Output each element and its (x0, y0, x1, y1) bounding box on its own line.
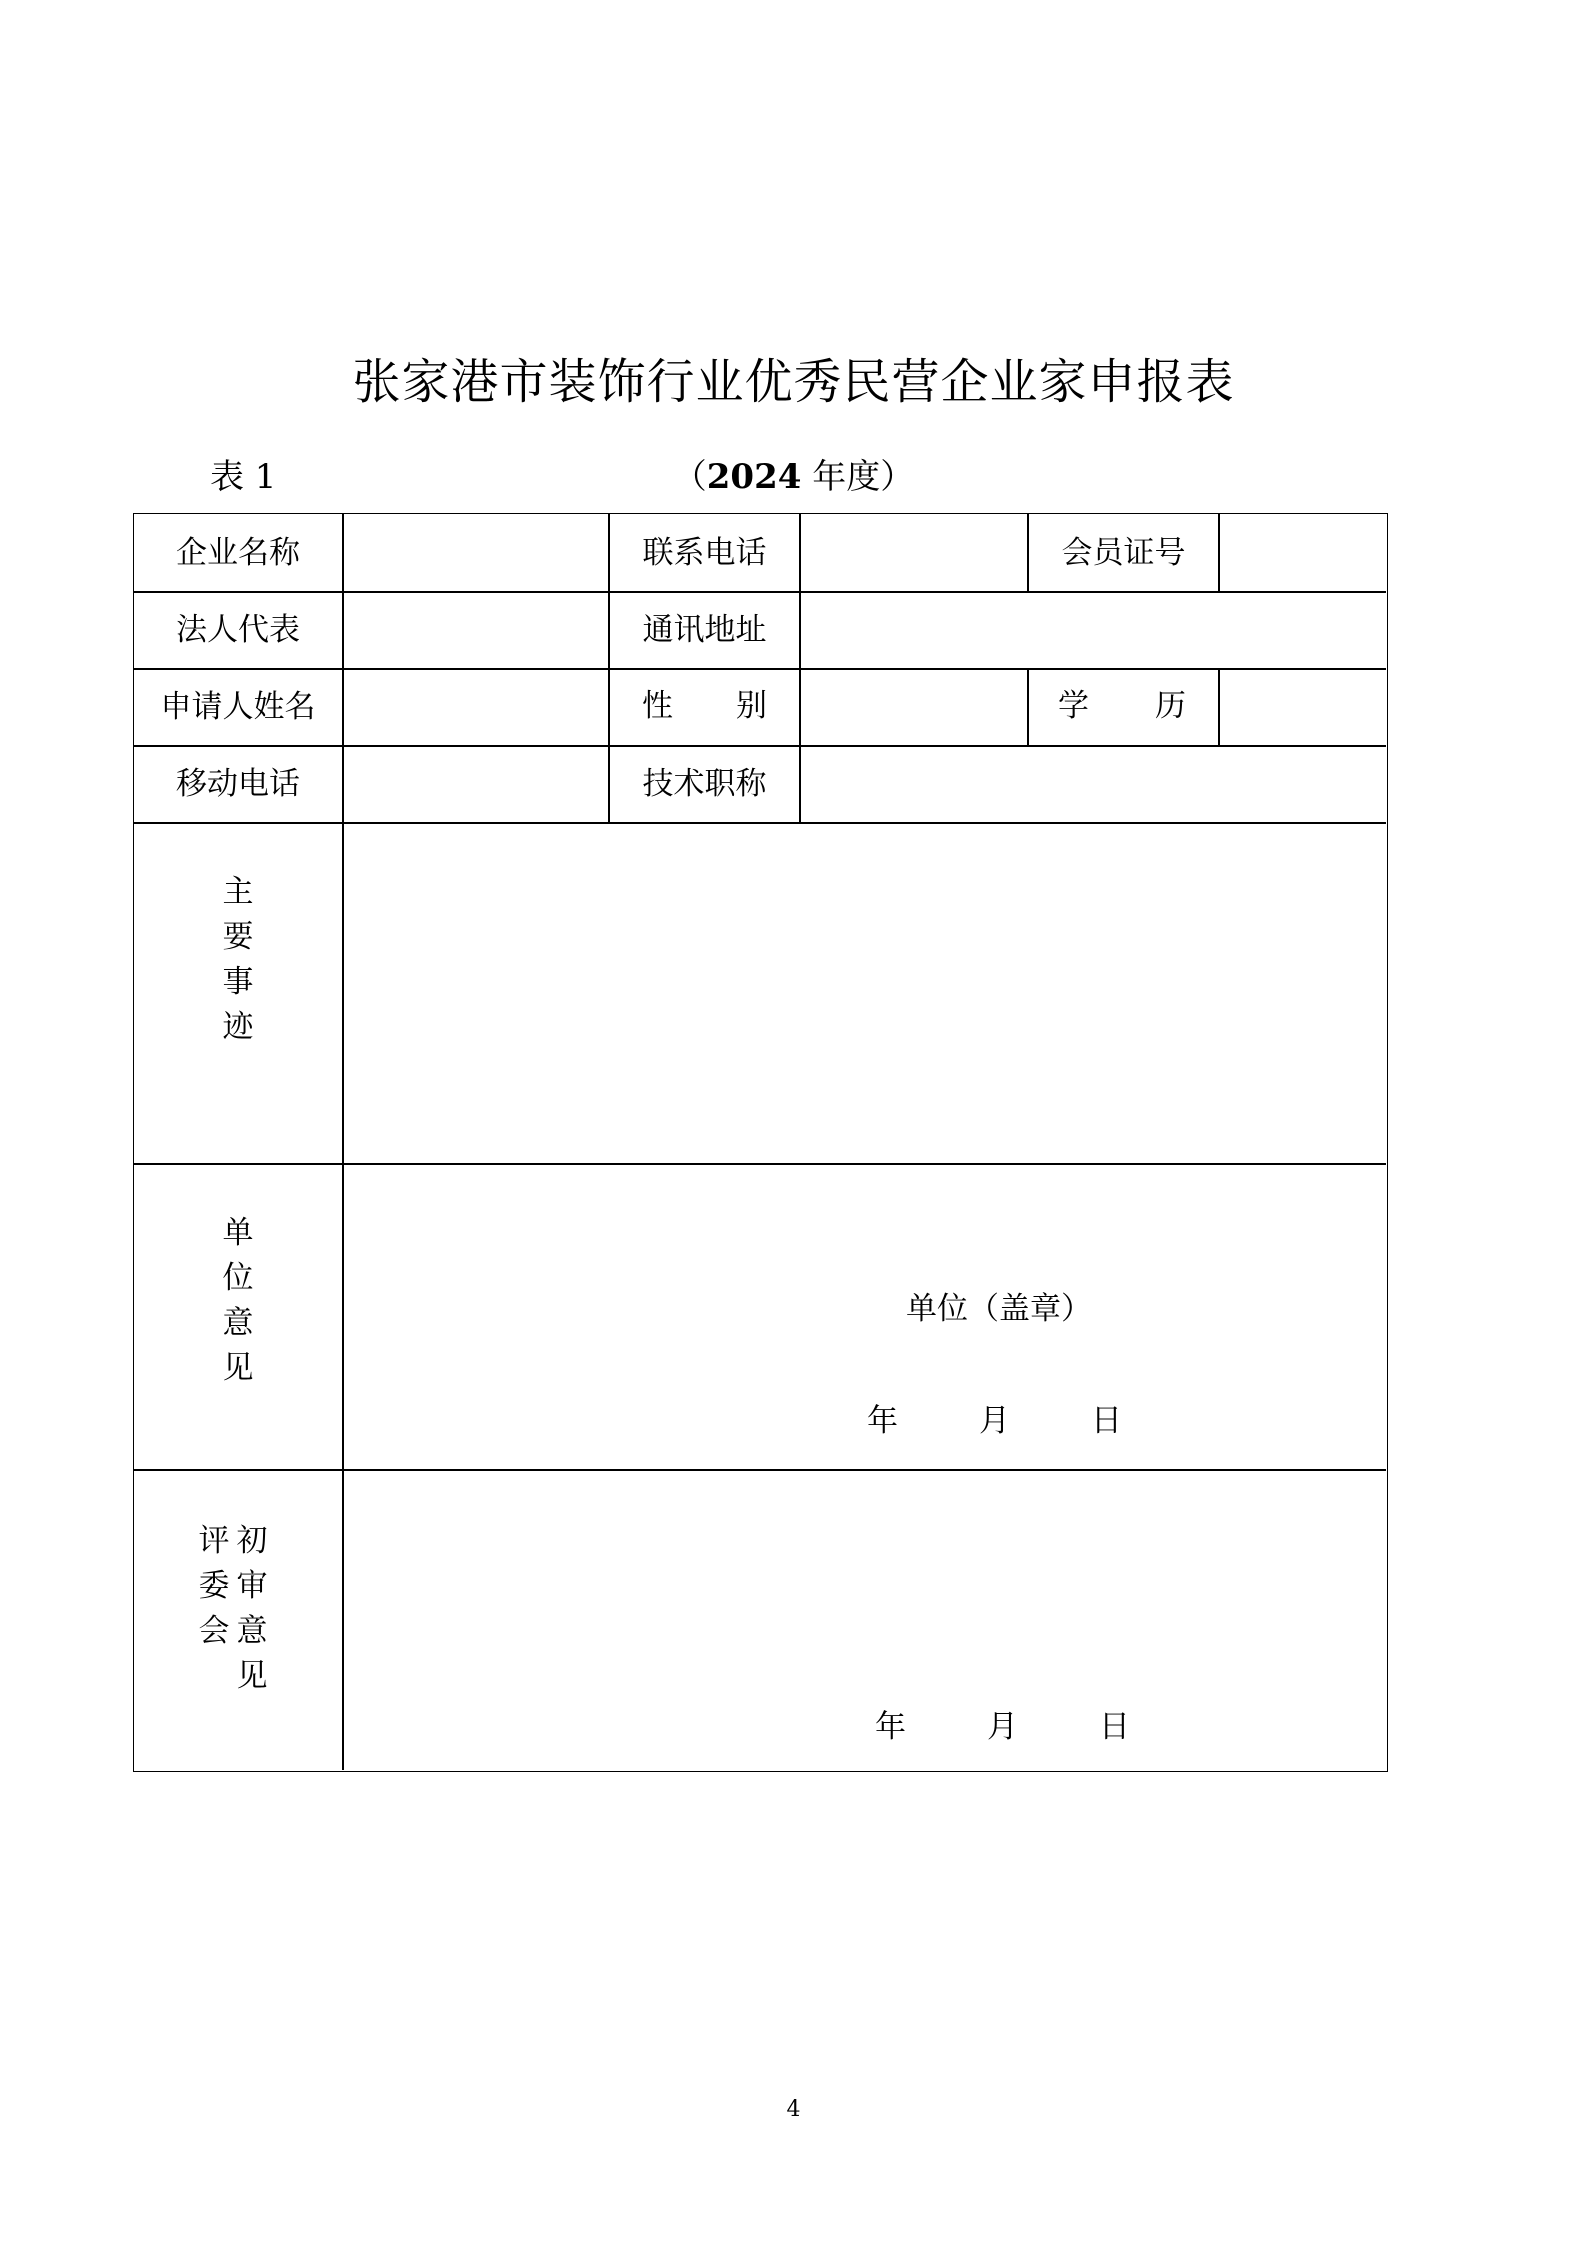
preliminary-review-label: 初 审 意 见 (236, 1523, 268, 1694)
review-date-year: 年 (875, 1709, 906, 1745)
unit-opinion-label: 单 位 意 见 (222, 1215, 254, 1386)
review-committee-label: 评 委 会 (198, 1523, 230, 1649)
education-label-char-1: 学 (1058, 688, 1089, 724)
technical-title-field[interactable] (801, 745, 1386, 822)
address-field[interactable] (801, 591, 1386, 668)
education-field[interactable] (1220, 668, 1386, 745)
main-deeds-label: 主 要 事 迹 (222, 874, 254, 1045)
legal-representative-field[interactable] (344, 591, 608, 668)
company-name-label: 企业名称 (176, 534, 300, 571)
legal-representative-label: 法人代表 (176, 611, 300, 648)
member-number-field[interactable] (1220, 514, 1386, 591)
form-title: 张家港市装饰行业优秀民营企业家申报表 (352, 354, 1235, 410)
application-form-table (133, 513, 1388, 1772)
technical-title-label: 技术职称 (642, 765, 767, 802)
column-divider (1027, 668, 1029, 745)
unit-date-month: 月 (979, 1403, 1010, 1439)
unit-stamp-label: 单位（盖章） (906, 1291, 1092, 1327)
table-number: 表 1 (210, 457, 277, 497)
address-label: 通讯地址 (642, 611, 767, 648)
gender-label-char-1: 性 (642, 688, 673, 724)
gender-label-char-2: 别 (736, 688, 767, 724)
row-divider (134, 1469, 1386, 1471)
mobile-phone-field[interactable] (344, 745, 608, 822)
year-open-paren: （ (672, 457, 707, 497)
row-divider (134, 1163, 1386, 1165)
contact-phone-label: 联系电话 (642, 534, 767, 571)
gender-field[interactable] (801, 668, 1027, 745)
member-number-label: 会员证号 (1061, 534, 1186, 571)
company-name-field[interactable] (344, 514, 608, 591)
year-suffix: 年度） (801, 457, 915, 497)
mobile-phone-label: 移动电话 (176, 765, 300, 802)
education-label-char-2: 历 (1155, 688, 1186, 724)
unit-date-year: 年 (867, 1403, 898, 1439)
review-date-month: 月 (987, 1709, 1018, 1745)
applicant-name-label: 申请人姓名 (160, 688, 316, 725)
main-deeds-field[interactable] (344, 824, 1386, 1163)
page-number: 4 (786, 2097, 801, 2122)
applicant-name-field[interactable] (344, 668, 608, 745)
contact-phone-field[interactable] (801, 514, 1027, 591)
review-date-day: 日 (1099, 1709, 1130, 1745)
year-number: 2024 (706, 457, 802, 497)
unit-date-day: 日 (1091, 1403, 1122, 1439)
report-year (0, 455, 1587, 499)
